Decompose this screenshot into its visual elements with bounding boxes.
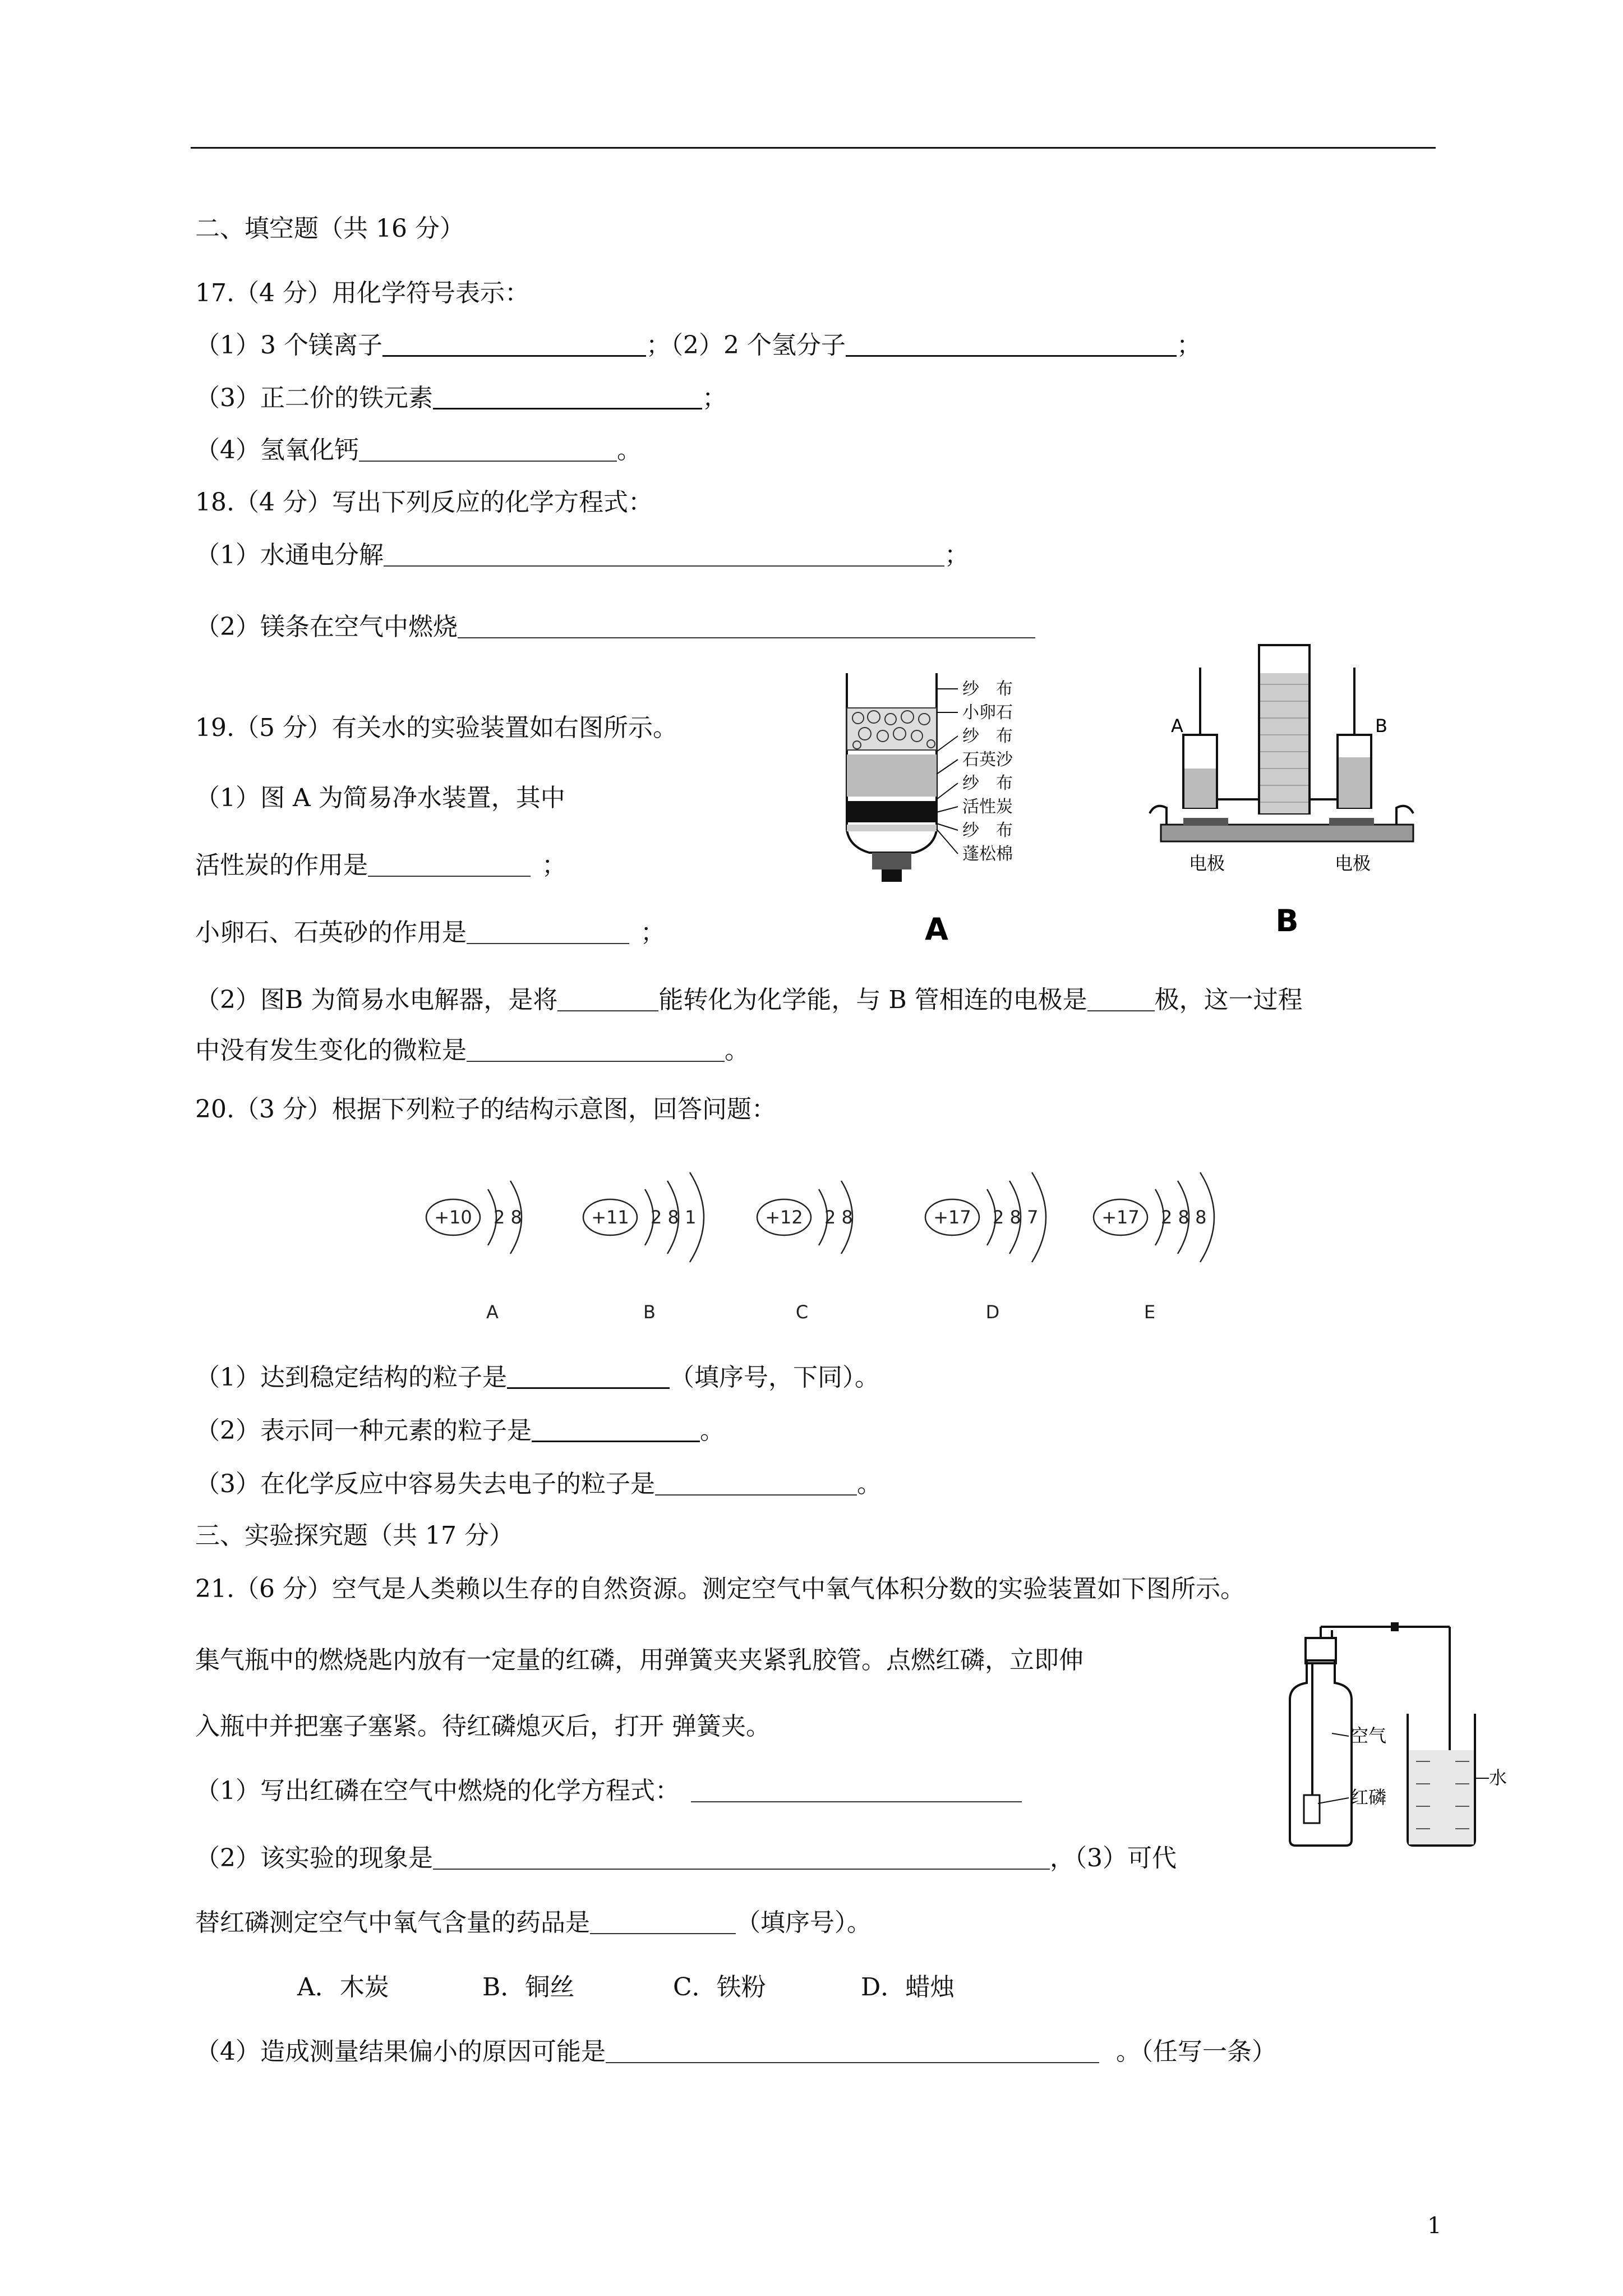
q19-line2: 活性炭的作用是 ； xyxy=(195,851,566,880)
filter-layer-label: 小卵石 xyxy=(962,703,1013,723)
answer-blank[interactable] xyxy=(606,2040,1099,2063)
option-a: A．木炭 xyxy=(297,1973,389,2001)
tube-b-label: B xyxy=(1375,715,1387,737)
filter-layer-label: 纱 布 xyxy=(962,726,1013,746)
figure-a-label: A xyxy=(925,912,948,947)
electron-shells: 2 8 7 xyxy=(993,1207,1039,1228)
air-label: 空气 xyxy=(1350,1725,1387,1746)
q20-line3: （3）在化学反应中容易失去电子的粒子是 。 xyxy=(195,1470,882,1498)
q19-line3: 小卵石、石英砂的作用是 ； xyxy=(195,918,665,947)
answer-blank[interactable] xyxy=(433,1846,1050,1870)
filter-layer-label: 纱 布 xyxy=(962,679,1013,699)
electron-shells: 2 8 xyxy=(494,1207,522,1228)
question-21: 21.（6 分）空气是人类赖以生存的自然资源。测定空气中氧气体积分数的实验装置如下图所示。 xyxy=(195,1575,1245,1603)
q17-line4: （4）氢氧化钙 。 xyxy=(195,436,642,464)
answer-blank[interactable] xyxy=(384,543,944,567)
electron-shells: 2 8 1 xyxy=(651,1207,697,1228)
answer-blank[interactable] xyxy=(467,921,629,944)
q17-line1: （1）3 个镁离子 ；（2）2 个氢分子 ； xyxy=(195,331,1201,360)
diagram-label: D xyxy=(985,1301,1000,1323)
question-17: 17.（4 分）用化学符号表示： xyxy=(195,279,529,307)
q20-line2: （2）表示同一种元素的粒子是 。 xyxy=(195,1416,725,1445)
question-20: 20.（3 分）根据下列粒子的结构示意图，回答问题： xyxy=(195,1095,776,1124)
diagram-label: B xyxy=(643,1301,656,1323)
tube-a-label: A xyxy=(1171,715,1183,737)
filter-layer-label: 纱 布 xyxy=(962,821,1013,840)
question-19: 19.（5 分）有关水的实验装置如右图所示。 xyxy=(195,714,677,742)
electron-shells: 2 8 8 xyxy=(1161,1207,1207,1228)
answer-blank[interactable] xyxy=(691,1779,1022,1802)
diagram-label: A xyxy=(486,1301,499,1323)
option-b: B．铜丝 xyxy=(482,1973,575,2001)
oxygen-measurement-apparatus xyxy=(1262,1616,1509,1851)
q21-line3: 替红磷测定空气中氧气含量的药品是 （填序号）。 xyxy=(195,1908,872,1937)
answer-blank[interactable] xyxy=(507,1365,670,1389)
header-rule xyxy=(191,147,1436,149)
option-c: C．铁粉 xyxy=(673,1973,766,2001)
figure-a-water-filter xyxy=(830,662,1088,954)
diagram-label: E xyxy=(1144,1301,1156,1323)
answer-blank[interactable] xyxy=(382,333,646,357)
nucleus-charge: +17 xyxy=(933,1207,971,1228)
electrode-label: 电极 xyxy=(1189,853,1225,874)
q21-body-1: 集气瓶中的燃烧匙内放有一定量的红磷，用弹簧夹夹紧乳胶管。点燃红磷，立即伸 xyxy=(195,1646,1083,1674)
answer-blank[interactable] xyxy=(557,988,658,1011)
filter-layer-label: 蓬松棉 xyxy=(962,844,1013,864)
filter-layer-label: 石英沙 xyxy=(962,750,1013,770)
answer-blank[interactable] xyxy=(846,333,1177,357)
answer-blank[interactable] xyxy=(433,385,702,409)
q17-line3: （3）正二价的铁元素 ； xyxy=(195,384,727,412)
filter-layer-label: 活性炭 xyxy=(962,797,1013,817)
q20-line1: （1）达到稳定结构的粒子是 （填序号，下同）。 xyxy=(195,1363,879,1392)
answer-blank[interactable] xyxy=(532,1418,700,1442)
diagram-label: C xyxy=(795,1301,809,1323)
nucleus-charge: +17 xyxy=(1101,1207,1140,1228)
figure-b-electrolysis xyxy=(1144,639,1436,942)
q18-line1: （1）水通电分解 ； xyxy=(195,541,969,569)
phosphorus-label: 红磷 xyxy=(1350,1787,1387,1808)
q21-body-2: 入瓶中并把塞子塞紧。待红磷熄灭后，打开 弹簧夹。 xyxy=(195,1712,771,1741)
answer-blank[interactable] xyxy=(467,1038,725,1062)
answer-blank[interactable] xyxy=(590,1911,736,1934)
activated-carbon-layer xyxy=(847,801,937,822)
section-title: 三、实验探究题（共 17 分） xyxy=(195,1521,514,1550)
figure-b-label: B xyxy=(1275,903,1299,938)
q21-line1: （1）写出红磷在空气中燃烧的化学方程式： xyxy=(195,1775,1022,1807)
electrode-label: 电极 xyxy=(1335,853,1371,874)
q19-line1: （1）图 A 为简易净水装置，其中 xyxy=(195,784,565,812)
page-number: 1 xyxy=(1427,2213,1442,2239)
nucleus-charge: +12 xyxy=(765,1207,803,1228)
answer-blank[interactable] xyxy=(458,615,1035,638)
atomic-structure-diagrams xyxy=(415,1150,1290,1329)
q19-line4: （2）图B 为简易水电解器，是将 能转化为化学能，与 B 管相连的电极是 极，这一过程 xyxy=(195,986,1303,1014)
q21-line2: （2）该实验的现象是 ，（3）可代 xyxy=(195,1844,1177,1872)
option-d: D．蜡烛 xyxy=(861,1973,955,2001)
water-label: 水 xyxy=(1489,1767,1507,1788)
nucleus-charge: +11 xyxy=(591,1207,629,1228)
question-18: 18.（4 分）写出下列反应的化学方程式： xyxy=(195,488,653,517)
quartz-sand-layer xyxy=(847,754,937,797)
answer-blank[interactable] xyxy=(1087,988,1155,1011)
filter-layer-label: 纱 布 xyxy=(962,774,1013,793)
q21-line4: （4）造成测量结果偏小的原因可能是 。（任写一条） xyxy=(195,2037,1276,2066)
section-title: 二、填空题（共 16 分） xyxy=(195,214,464,243)
answer-blank[interactable] xyxy=(655,1472,857,1496)
nucleus-charge: +10 xyxy=(434,1207,472,1228)
answer-blank[interactable] xyxy=(368,853,531,877)
answer-blank[interactable] xyxy=(359,438,617,462)
q19-line5: 中没有发生变化的微粒是 。 xyxy=(195,1036,749,1065)
q18-line2: （2）镁条在空气中燃烧 xyxy=(195,611,1035,643)
electron-shells: 2 8 xyxy=(824,1207,853,1228)
